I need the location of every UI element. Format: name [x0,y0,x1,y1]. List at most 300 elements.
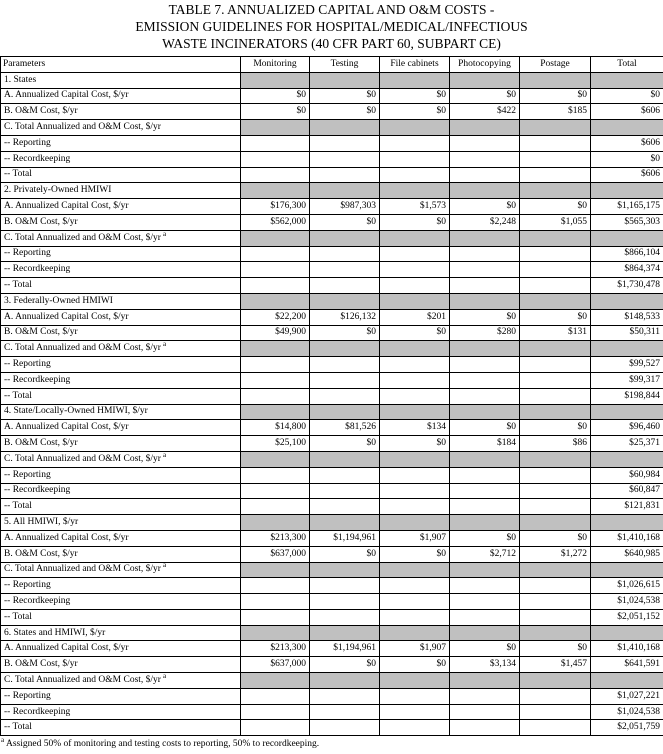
table-body [1,72,663,735]
empty-cell [380,135,450,151]
empty-cell [520,483,591,499]
value-cell: $0 [380,657,450,673]
value-cell: $213,300 [241,641,310,657]
shaded-cell [310,183,380,199]
value-cell: $81,526 [310,420,380,436]
title-line-1: TABLE 7. ANNUALIZED CAPITAL AND O&M COSTS - [168,2,495,17]
value-cell: $96,460 [591,420,663,436]
shaded-cell [520,293,591,309]
section-title-row [1,183,663,199]
value-cell: $25,100 [241,436,310,452]
shaded-cell [380,515,450,531]
value-cell: $0 [380,325,450,341]
header-postage: Postage [520,57,591,73]
cost-row [1,657,663,673]
reporting-value: $606 [591,135,663,151]
recordkeeping-label: -- Recordkeeping [1,151,241,167]
reporting-value: $1,026,615 [591,578,663,594]
shaded-cell [310,341,380,357]
shaded-cell [591,673,663,689]
footnote-marker: a [162,230,167,238]
value-cell: $1,165,175 [591,199,663,215]
value-cell: $1,194,961 [310,641,380,657]
table-title [0,0,663,52]
value-cell: $22,200 [241,309,310,325]
shaded-cell [450,625,520,641]
value-cell: $49,900 [241,325,310,341]
empty-cell [450,609,520,625]
empty-cell [310,262,380,278]
value-cell: $25,371 [591,436,663,452]
shaded-cell [450,120,520,136]
row-label: A. Annualized Capital Cost, $/yr [1,309,241,325]
shaded-cell [241,72,310,88]
footnote-text: Assigned 50% of monitoring and testing costs to reporting, 50% to recordkeeping. [5,739,320,749]
empty-cell [241,578,310,594]
total-value: $2,051,152 [591,609,663,625]
shaded-cell [310,515,380,531]
total-cost-label-text: C. Total Annualized and O&M Cost, $/yr [4,343,161,354]
value-cell: $0 [380,546,450,562]
value-cell: $0 [380,88,450,104]
total-label: -- Total [1,278,241,294]
shaded-cell [241,183,310,199]
value-cell: $0 [310,214,380,230]
recordkeeping-row [1,262,663,278]
shaded-cell [380,72,450,88]
header-photocopying: Photocopying [450,57,520,73]
value-cell: $0 [380,214,450,230]
value-cell: $0 [450,641,520,657]
recordkeeping-value: $864,374 [591,262,663,278]
shaded-cell [450,72,520,88]
reporting-row [1,578,663,594]
shaded-cell [520,341,591,357]
cost-row [1,88,663,104]
row-label: A. Annualized Capital Cost, $/yr [1,420,241,436]
reporting-label: -- Reporting [1,357,241,373]
value-cell: $0 [591,88,663,104]
total-cost-row [1,451,663,467]
empty-cell [450,388,520,404]
section-title-row [1,515,663,531]
shaded-cell [520,625,591,641]
reporting-row [1,357,663,373]
empty-cell [310,467,380,483]
footnote-marker: a [162,672,167,680]
footnote-marker: a [162,451,167,459]
empty-cell [380,246,450,262]
shaded-cell [450,293,520,309]
empty-cell [241,246,310,262]
value-cell: $606 [591,104,663,120]
cost-row [1,309,663,325]
reporting-value: $1,027,221 [591,688,663,704]
value-cell: $1,907 [380,641,450,657]
total-cost-row [1,230,663,246]
shaded-cell [520,72,591,88]
total-value: $606 [591,167,663,183]
shaded-cell [241,120,310,136]
recordkeeping-row [1,704,663,720]
total-label: -- Total [1,388,241,404]
empty-cell [241,262,310,278]
row-label: B. O&M Cost, $/yr [1,325,241,341]
shaded-cell [450,230,520,246]
value-cell: $0 [380,104,450,120]
empty-cell [380,278,450,294]
empty-cell [450,246,520,262]
total-label: -- Total [1,167,241,183]
shaded-cell [591,120,663,136]
footnote-marker: a [162,562,167,570]
value-cell: $0 [520,420,591,436]
shaded-cell [520,120,591,136]
value-cell: $0 [380,436,450,452]
empty-cell [450,704,520,720]
shaded-cell [241,404,310,420]
value-cell: $641,591 [591,657,663,673]
shaded-cell [380,404,450,420]
shaded-cell [520,230,591,246]
empty-cell [310,578,380,594]
total-cost-row [1,341,663,357]
empty-cell [450,372,520,388]
header-total: Total [591,57,663,73]
shaded-cell [310,673,380,689]
value-cell: $280 [450,325,520,341]
empty-cell [520,578,591,594]
value-cell: $0 [310,546,380,562]
shaded-cell [450,673,520,689]
empty-cell [520,499,591,515]
row-label: A. Annualized Capital Cost, $/yr [1,199,241,215]
empty-cell [241,467,310,483]
empty-cell [380,609,450,625]
value-cell: $0 [310,436,380,452]
shaded-cell [310,120,380,136]
value-cell: $1,194,961 [310,530,380,546]
recordkeeping-label: -- Recordkeeping [1,372,241,388]
value-cell: $86 [520,436,591,452]
recordkeeping-value: $1,024,538 [591,704,663,720]
total-cost-label-text: C. Total Annualized and O&M Cost, $/yr [4,674,161,685]
empty-cell [380,467,450,483]
value-cell: $2,712 [450,546,520,562]
empty-cell [241,704,310,720]
empty-cell [241,594,310,610]
empty-cell [310,167,380,183]
value-cell: $640,985 [591,546,663,562]
empty-cell [310,720,380,736]
empty-cell [241,167,310,183]
empty-cell [380,262,450,278]
value-cell: $0 [520,88,591,104]
value-cell: $0 [450,420,520,436]
shaded-cell [241,625,310,641]
cost-row [1,214,663,230]
footnote [1,736,320,749]
row-label: A. Annualized Capital Cost, $/yr [1,530,241,546]
empty-cell [380,483,450,499]
reporting-value: $99,527 [591,357,663,373]
total-value: $2,051,759 [591,720,663,736]
value-cell: $1,457 [520,657,591,673]
value-cell: $131 [520,325,591,341]
section-title: 3. Federally-Owned HMIWI [1,293,241,309]
section-title: 5. All HMIWI, $/yr [1,515,241,531]
value-cell: $14,800 [241,420,310,436]
shaded-cell [241,341,310,357]
shaded-cell [380,341,450,357]
value-cell: $1,573 [380,199,450,215]
value-cell: $0 [310,657,380,673]
total-cost-label-text: C. Total Annualized and O&M Cost, $/yr [4,122,161,133]
section-title: 6. States and HMIWI, $/yr [1,625,241,641]
empty-cell [310,483,380,499]
shaded-cell [591,230,663,246]
total-row [1,499,663,515]
recordkeeping-label: -- Recordkeeping [1,594,241,610]
empty-cell [380,167,450,183]
row-label: A. Annualized Capital Cost, $/yr [1,641,241,657]
shaded-cell [591,515,663,531]
shaded-cell [591,183,663,199]
value-cell: $0 [310,88,380,104]
empty-cell [450,499,520,515]
row-label: B. O&M Cost, $/yr [1,214,241,230]
cost-row [1,420,663,436]
value-cell: $1,272 [520,546,591,562]
recordkeeping-label: -- Recordkeeping [1,704,241,720]
cost-row [1,436,663,452]
empty-cell [520,357,591,373]
cost-row [1,199,663,215]
recordkeeping-value: $60,847 [591,483,663,499]
row-label: B. O&M Cost, $/yr [1,436,241,452]
shaded-cell [241,562,310,578]
total-cost-label-text: C. Total Annualized and O&M Cost, $/yr [4,453,161,464]
shaded-cell [450,183,520,199]
recordkeeping-row [1,483,663,499]
shaded-cell [450,341,520,357]
reporting-row [1,467,663,483]
section-title-row [1,72,663,88]
cost-row [1,641,663,657]
shaded-cell [380,625,450,641]
empty-cell [450,135,520,151]
value-cell: $422 [450,104,520,120]
empty-cell [241,357,310,373]
empty-cell [520,720,591,736]
total-row [1,388,663,404]
total-value: $198,844 [591,388,663,404]
reporting-row [1,135,663,151]
empty-cell [380,151,450,167]
empty-cell [380,388,450,404]
row-label: B. O&M Cost, $/yr [1,657,241,673]
empty-cell [241,135,310,151]
empty-cell [450,278,520,294]
shaded-cell [241,230,310,246]
total-label: -- Total [1,499,241,515]
empty-cell [380,720,450,736]
recordkeeping-row [1,372,663,388]
shaded-cell [380,673,450,689]
value-cell: $0 [241,88,310,104]
section-title: 2. Privately-Owned HMIWI [1,183,241,199]
cost-row [1,325,663,341]
reporting-label: -- Reporting [1,578,241,594]
empty-cell [380,372,450,388]
reporting-row [1,688,663,704]
section-title: 1. States [1,72,241,88]
value-cell: $0 [520,309,591,325]
empty-cell [380,499,450,515]
value-cell: $201 [380,309,450,325]
shaded-cell [310,451,380,467]
reporting-value: $866,104 [591,246,663,262]
empty-cell [450,262,520,278]
total-cost-row [1,562,663,578]
empty-cell [450,357,520,373]
shaded-cell [310,562,380,578]
empty-cell [241,278,310,294]
shaded-cell [591,72,663,88]
empty-cell [520,262,591,278]
total-cost-label [1,341,241,357]
shaded-cell [380,230,450,246]
value-cell: $0 [450,309,520,325]
header-monitoring: Monitoring [241,57,310,73]
value-cell: $0 [241,104,310,120]
shaded-cell [591,562,663,578]
empty-cell [450,688,520,704]
empty-cell [241,372,310,388]
empty-cell [310,609,380,625]
empty-cell [520,278,591,294]
value-cell: $148,533 [591,309,663,325]
total-label: -- Total [1,609,241,625]
reporting-value: $60,984 [591,467,663,483]
header-row [1,57,663,73]
empty-cell [520,388,591,404]
empty-cell [450,151,520,167]
total-row [1,167,663,183]
shaded-cell [450,451,520,467]
shaded-cell [520,562,591,578]
empty-cell [450,594,520,610]
empty-cell [241,499,310,515]
shaded-cell [241,673,310,689]
reporting-label: -- Reporting [1,135,241,151]
empty-cell [241,688,310,704]
empty-cell [520,704,591,720]
footnote-marker: a [162,340,167,349]
recordkeeping-value: $0 [591,151,663,167]
empty-cell [241,483,310,499]
cost-table [0,56,663,736]
shaded-cell [241,293,310,309]
value-cell: $185 [520,104,591,120]
value-cell: $2,248 [450,214,520,230]
shaded-cell [380,183,450,199]
total-cost-label [1,230,241,246]
cost-row [1,530,663,546]
empty-cell [520,246,591,262]
empty-cell [310,388,380,404]
empty-cell [310,246,380,262]
value-cell: $0 [520,199,591,215]
empty-cell [241,388,310,404]
recordkeeping-row [1,594,663,610]
total-row [1,609,663,625]
reporting-label: -- Reporting [1,467,241,483]
empty-cell [241,151,310,167]
shaded-cell [380,293,450,309]
header-parameters: Parameters [1,57,241,73]
value-cell: $176,300 [241,199,310,215]
header-file-cabinets: File cabinets [380,57,450,73]
total-label: -- Total [1,720,241,736]
cost-row [1,546,663,562]
recordkeeping-value: $99,317 [591,372,663,388]
value-cell: $987,303 [310,199,380,215]
shaded-cell [310,293,380,309]
shaded-cell [380,120,450,136]
total-cost-label [1,451,241,467]
empty-cell [520,688,591,704]
value-cell: $126,132 [310,309,380,325]
empty-cell [450,578,520,594]
empty-cell [520,372,591,388]
reporting-label: -- Reporting [1,688,241,704]
title-line-2: EMISSION GUIDELINES FOR HOSPITAL/MEDICAL/INFECTIOUS [135,19,528,34]
total-cost-label [1,562,241,578]
empty-cell [520,151,591,167]
section-title-row [1,625,663,641]
shaded-cell [310,625,380,641]
total-cost-label [1,120,241,136]
recordkeeping-label: -- Recordkeeping [1,262,241,278]
shaded-cell [241,515,310,531]
empty-cell [310,357,380,373]
value-cell: $0 [450,530,520,546]
shaded-cell [380,451,450,467]
shaded-cell [310,72,380,88]
row-label: B. O&M Cost, $/yr [1,546,241,562]
empty-cell [520,467,591,483]
value-cell: $1,055 [520,214,591,230]
shaded-cell [520,451,591,467]
empty-cell [380,357,450,373]
shaded-cell [591,404,663,420]
value-cell: $213,300 [241,530,310,546]
section-title: 4. State/Locally-Owned HMIWI, $/yr [1,404,241,420]
empty-cell [241,720,310,736]
section-title-row [1,404,663,420]
empty-cell [310,499,380,515]
empty-cell [380,578,450,594]
empty-cell [380,594,450,610]
empty-cell [241,609,310,625]
recordkeeping-row [1,151,663,167]
value-cell: $0 [310,325,380,341]
shaded-cell [520,404,591,420]
shaded-cell [310,404,380,420]
empty-cell [310,278,380,294]
value-cell: $637,000 [241,657,310,673]
